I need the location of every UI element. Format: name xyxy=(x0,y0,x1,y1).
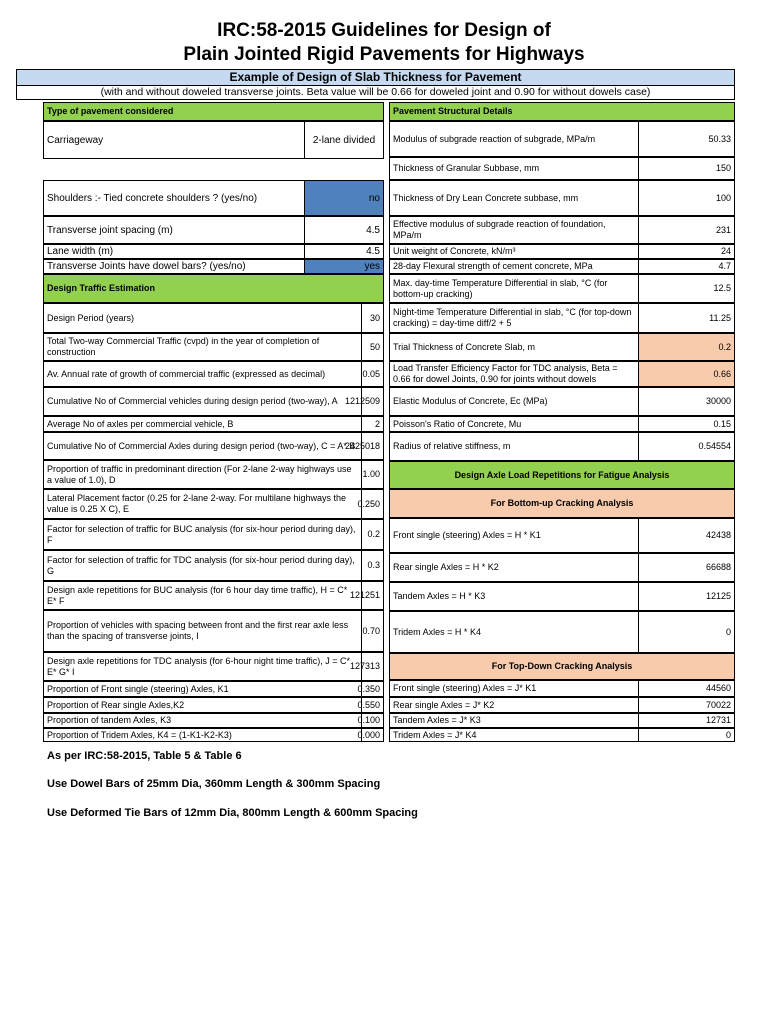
traffic-row-value[interactable]: 0.350 xyxy=(361,681,384,697)
structural-row-value: 24 xyxy=(638,244,735,259)
structural-row-value: 231 xyxy=(638,216,735,244)
structural-details-header: Pavement Structural Details xyxy=(389,102,735,121)
buc-row-value: 12125 xyxy=(638,582,735,611)
shoulders-label: Shoulders :- Tied concrete shoulders ? (yes/no) xyxy=(43,180,305,216)
traffic-row-value[interactable]: 0.250 xyxy=(361,489,384,519)
structural-row-label: Poisson's Ratio of Concrete, Mu xyxy=(389,416,639,432)
tdc-row-value: 44560 xyxy=(638,680,735,697)
traffic-row-value[interactable]: 0.05 xyxy=(361,361,384,387)
traffic-row-label: Av. Annual rate of growth of commercial traffic (expressed as decimal) xyxy=(43,361,362,387)
joint-spacing-value[interactable]: 4.5 xyxy=(304,216,384,244)
buc-row-value: 0 xyxy=(638,611,735,653)
footer-table-reference: As per IRC:58-2015, Table 5 & Table 6 xyxy=(47,750,242,762)
traffic-estimation-header: Design Traffic Estimation xyxy=(43,274,384,303)
traffic-row-label: Cumulative No of Commercial Axles during design period (two-way), C = A* B xyxy=(43,432,362,460)
dowel-label: Transverse Joints have dowel bars? (yes/no) xyxy=(43,259,305,274)
structural-row-label: Thickness of Granular Subbase, mm xyxy=(389,157,639,180)
footer-dowel-bars: Use Dowel Bars of 25mm Dia, 360mm Length & 300mm Spacing xyxy=(47,778,381,790)
traffic-row-value[interactable]: 30 xyxy=(361,303,384,333)
structural-row-value: 11.25 xyxy=(638,303,735,333)
structural-row-value: 100 xyxy=(638,180,735,216)
tdc-row-value: 70022 xyxy=(638,697,735,713)
traffic-row-label: Factor for selection of traffic for TDC analysis (for six-hour period during day), G xyxy=(43,550,362,581)
joint-spacing-label: Transverse joint spacing (m) xyxy=(43,216,305,244)
buc-row-label: Front single (steering) Axles = H * K1 xyxy=(389,518,639,553)
structural-row-label: Modulus of subgrade reaction of subgrade, MPa/m xyxy=(389,121,639,157)
structural-row-value: 0.54554 xyxy=(638,432,735,461)
buc-header: For Bottom-up Cracking Analysis xyxy=(389,489,735,518)
traffic-row-label: Cumulative No of Commercial vehicles during design period (two-way), A xyxy=(43,387,362,416)
traffic-row-value[interactable]: 1212509 xyxy=(361,387,384,416)
shoulders-value[interactable]: no xyxy=(304,180,384,216)
structural-row-value: 50.33 xyxy=(638,121,735,157)
example-title: Example of Design of Slab Thickness for Pavement xyxy=(16,69,735,86)
structural-row-label: Radius of relative stiffness, m xyxy=(389,432,639,461)
tdc-row-label: Rear single Axles = J* K2 xyxy=(389,697,639,713)
traffic-row-label: Design axle repetitions for TDC analysis (for 6-hour night time traffic), J = C* E* G* I xyxy=(43,652,362,681)
structural-row-value: 4.7 xyxy=(638,259,735,274)
buc-row-label: Rear single Axles = H * K2 xyxy=(389,553,639,582)
tdc-row-value: 0 xyxy=(638,728,735,742)
structural-row-value: 30000 xyxy=(638,387,735,416)
traffic-row-label: Proportion of Tridem Axles, K4 = (1-K1-K2-K3) xyxy=(43,728,362,742)
buc-row-value: 66688 xyxy=(638,553,735,582)
carriageway-value[interactable]: 2-lane divided xyxy=(304,121,384,159)
structural-row-label: Effective modulus of subgrade reaction of foundation, MPa/m xyxy=(389,216,639,244)
tdc-header: For Top-Down Cracking Analysis xyxy=(389,653,735,680)
traffic-row-label: Total Two-way Commercial Traffic (cvpd) in the year of completion of construction xyxy=(43,333,362,361)
traffic-row-label: Lateral Placement factor (0.25 for 2-lane 2-way. For multilane highways the value is 0.25 X C), E xyxy=(43,489,362,519)
structural-row-value: 150 xyxy=(638,157,735,180)
tdc-row-value: 12731 xyxy=(638,713,735,728)
traffic-row-value[interactable]: 0.70 xyxy=(361,610,384,652)
structural-row-value: 12.5 xyxy=(638,274,735,303)
traffic-row-value[interactable]: 2425018 xyxy=(361,432,384,460)
title-line2: Plain Jointed Rigid Pavements for Highways xyxy=(183,44,585,65)
structural-row-label: Trial Thickness of Concrete Slab, m xyxy=(389,333,639,361)
type-of-pavement-header: Type of pavement considered xyxy=(43,102,384,121)
traffic-row-value[interactable]: 0.550 xyxy=(361,697,384,713)
traffic-row-value[interactable]: 127313 xyxy=(361,652,384,681)
structural-row-label: Elastic Modulus of Concrete, Ec (MPa) xyxy=(389,387,639,416)
traffic-row-label: Factor for selection of traffic for BUC analysis (for six-hour period during day), F xyxy=(43,519,362,550)
buc-row-label: Tridem Axles = H * K4 xyxy=(389,611,639,653)
structural-row-value[interactable]: 0.2 xyxy=(638,333,735,361)
tdc-row-label: Tridem Axles = J* K4 xyxy=(389,728,639,742)
structural-row-label: Unit weight of Concrete, kN/m³ xyxy=(389,244,639,259)
traffic-row-value[interactable]: 0.000 xyxy=(361,728,384,742)
traffic-row-value[interactable]: 0.2 xyxy=(361,519,384,550)
title-line1: IRC:58-2015 Guidelines for Design of xyxy=(217,20,551,41)
example-note: (with and without doweled transverse joints. Beta value will be 0.66 for doweled joint and 0.90 for without dowels case) xyxy=(16,85,735,100)
traffic-row-label: Proportion of Front single (steering) Axles, K1 xyxy=(43,681,362,697)
traffic-row-value[interactable]: 2 xyxy=(361,416,384,432)
traffic-row-label: Proportion of Rear single Axles,K2 xyxy=(43,697,362,713)
buc-row-label: Tandem Axles = H * K3 xyxy=(389,582,639,611)
structural-row-label: Max. day-time Temperature Differential in slab, °C (for bottom-up cracking) xyxy=(389,274,639,303)
carriageway-label: Carriageway xyxy=(43,121,305,159)
traffic-row-value[interactable]: 50 xyxy=(361,333,384,361)
traffic-row-value[interactable]: 0.100 xyxy=(361,713,384,728)
structural-row-value: 0.15 xyxy=(638,416,735,432)
structural-row-label: 28-day Flexural strength of cement concrete, MPa xyxy=(389,259,639,274)
structural-row-value[interactable]: 0.66 xyxy=(638,361,735,387)
traffic-row-label: Average No of axles per commercial vehicle, B xyxy=(43,416,362,432)
dowel-value[interactable]: yes xyxy=(304,259,384,274)
traffic-row-label: Design Period (years) xyxy=(43,303,362,333)
tdc-row-label: Front single (steering) Axles = J* K1 xyxy=(389,680,639,697)
footer-tie-bars: Use Deformed Tie Bars of 12mm Dia, 800mm Length & 600mm Spacing xyxy=(47,807,418,819)
traffic-row-value[interactable]: 1.00 xyxy=(361,460,384,489)
traffic-row-label: Design axle repetitions for BUC analysis (for 6 hour day time traffic), H = C* E* F xyxy=(43,581,362,610)
traffic-row-label: Proportion of vehicles with spacing between front and the first rear axle less than the spacing of transverse joints, I xyxy=(43,610,362,652)
traffic-row-value[interactable]: 121251 xyxy=(361,581,384,610)
buc-row-value: 42438 xyxy=(638,518,735,553)
traffic-row-value[interactable]: 0.3 xyxy=(361,550,384,581)
structural-row-label: Load Transfer Efficiency Factor for TDC analysis, Beta = 0.66 for dowel Joints, 0.90 for joints without dowels xyxy=(389,361,639,387)
tdc-row-label: Tandem Axles = J* K3 xyxy=(389,713,639,728)
lane-width-label: Lane width (m) xyxy=(43,244,305,259)
traffic-row-label: Proportion of tandem Axles, K3 xyxy=(43,713,362,728)
traffic-row-label: Proportion of traffic in predominant direction (For 2-lane 2-way highways use a value of 1.0), D xyxy=(43,460,362,489)
lane-width-value[interactable]: 4.5 xyxy=(304,244,384,259)
structural-row-label: Thickness of Dry Lean Concrete subbase, mm xyxy=(389,180,639,216)
structural-row-label: Night-time Temperature Differential in slab, °C (for top-down cracking) = day-time diff/2 + 5 xyxy=(389,303,639,333)
fatigue-header: Design Axle Load Repetitions for Fatigue Analysis xyxy=(389,461,735,489)
